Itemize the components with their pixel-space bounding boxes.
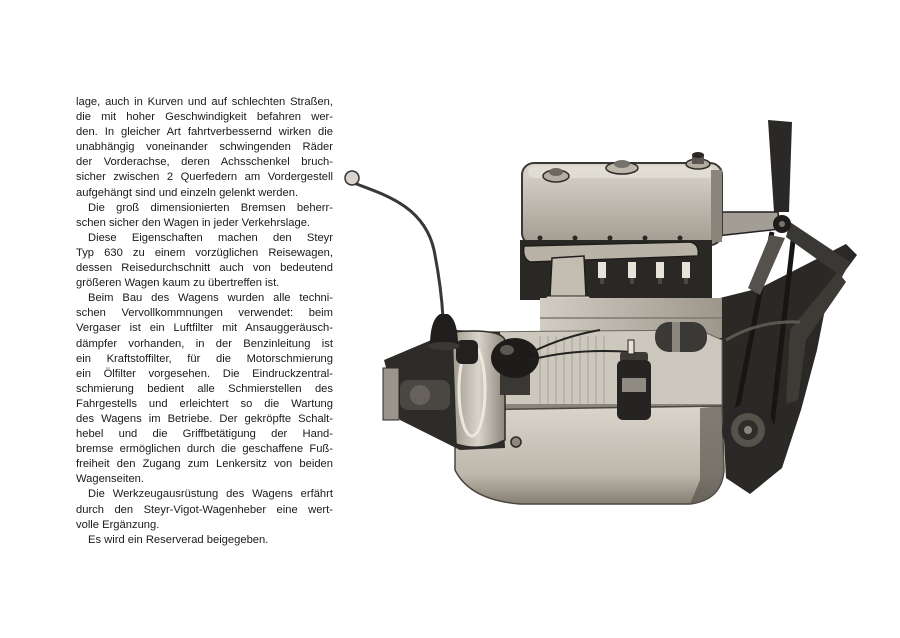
- intake-manifold: [520, 240, 712, 304]
- filler-cap-right: [686, 152, 710, 169]
- text-line: schmierung bedient alle Schmierstellen des: [76, 382, 333, 395]
- text-line: bremse ermöglichen durch die geschaffene Fuß-: [76, 443, 333, 456]
- paragraph: [76, 487, 333, 532]
- text-line: Typ 630 zu einem vorzüglichen Reisewagen,: [76, 246, 333, 259]
- paragraph: [76, 201, 333, 231]
- gear-lever-knob: [345, 171, 359, 185]
- text-line: durch den Steyr-Vigot-Wagenheber eine wert-: [76, 503, 333, 516]
- text-line: Die groß dimensionierten Bremsen beherr-: [88, 201, 333, 214]
- engine-photo: [340, 110, 870, 520]
- text-line: größeren Wagen kaum zu übertreffen ist.: [76, 277, 280, 290]
- cylinder-head-cover: [522, 152, 722, 245]
- generator: [655, 322, 707, 352]
- text-line: freiheit den Zugang zum Lenkersitz von beiden: [76, 458, 333, 471]
- text-line: die mit hoher Geschwindigkeit befahren wer-: [76, 111, 333, 124]
- text-line: ein Ölfilter vorgesehen. Die Eindruckzentral-: [76, 367, 333, 380]
- text-line: der Vorderachse, deren Achsschenkel bruch-: [76, 156, 333, 169]
- drain-bolt: [511, 437, 521, 447]
- text-line: sicher zwischen 2 Querfedern am Vordergestell: [76, 171, 333, 184]
- text-line: Wagenseiten.: [76, 473, 144, 486]
- text-line: dämpfer vorhanden, in der Benzinleitung ist: [76, 337, 333, 350]
- text-line: Vergaser ist ein Luftfilter mit Ansauggeräusch-: [76, 322, 333, 335]
- text-line: volle Ergänzung.: [76, 518, 160, 531]
- text-line: Diese Eigenschaften machen den Steyr: [88, 231, 333, 244]
- text-line: Beim Bau des Wagens wurden alle techni-: [88, 292, 333, 305]
- text-line: Es wird ein Reserverad beigegeben.: [88, 533, 269, 546]
- text-line: dessen Reisedurchschnitt auch von bedeutend: [76, 262, 333, 275]
- text-line: Fahrgestells und erleichtert so die Wartung: [76, 397, 333, 410]
- paragraph: [76, 291, 333, 487]
- paragraph: [76, 533, 333, 548]
- text-line: schen sicher den Wagen in jeder Verkehrslage.: [76, 216, 311, 229]
- text-line: den. In gleicher Art fahrtverbessernd wirken die: [76, 126, 333, 139]
- text-line: unabhängig voneinander schwingenden Räder: [76, 141, 333, 154]
- text-line: schen Vervollkommnungen verwendet: beim: [76, 307, 333, 320]
- text-line: hebel und die Griffbetätigung der Hand-: [76, 428, 333, 441]
- gear-lever: [345, 171, 460, 350]
- text-line: ein Kraftstoffilter, für die Motorschmierung: [76, 352, 333, 365]
- text-line: des Wagens im Betriebe. Der gekröpfte Schalt-: [76, 412, 333, 425]
- paragraph: [76, 231, 333, 291]
- text-line: aufgehängt sind und einzeln gelenkt werden.: [76, 186, 299, 199]
- text-line: lage, auch in Kurven und auf schlechten Straßen,: [76, 96, 333, 108]
- text-line: Die Werkzeugausrüstung des Wagens erfährt: [88, 488, 333, 501]
- crank-pulley: [722, 404, 774, 456]
- paragraph: [76, 95, 333, 201]
- body-text-column: [76, 95, 333, 548]
